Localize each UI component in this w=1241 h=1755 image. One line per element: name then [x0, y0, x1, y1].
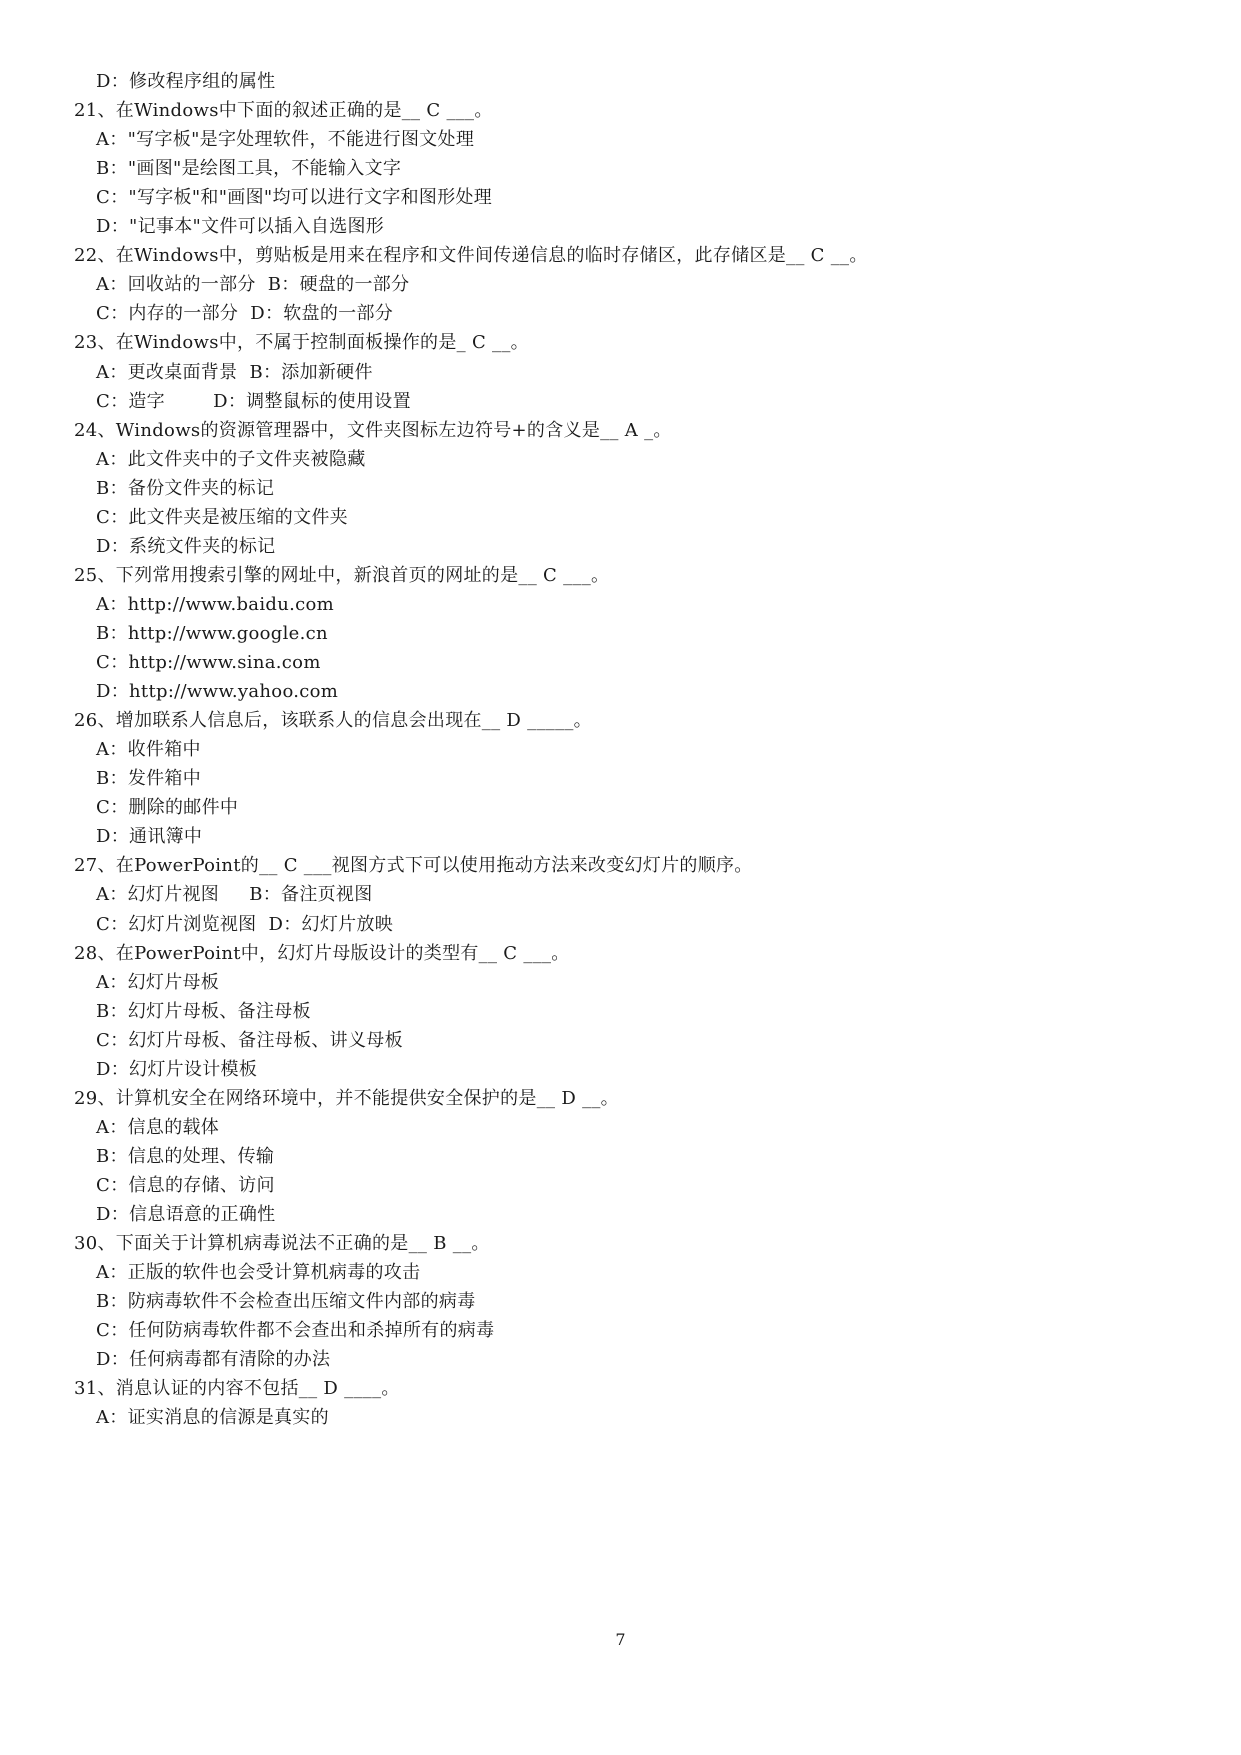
option-text: D：任何病毒都有清除的办法: [96, 1349, 331, 1371]
option-text: C：任何防病毒软件都不会查出和杀掉所有的病毒: [96, 1320, 495, 1342]
option-text: B：防病毒软件不会检查出压缩文件内部的病毒: [96, 1291, 476, 1313]
question-text: 24、Windows的资源管理器中，文件夹图标左边符号+的含义是__ A _。: [74, 419, 672, 441]
option-text: D：http://www.yahoo.com: [96, 681, 339, 703]
question-text: 25、下列常用搜索引擎的网址中，新浪首页的网址的是__ C ___。: [74, 564, 610, 586]
option-text: B：备份文件夹的标记: [96, 477, 275, 499]
question-text: 21、在Windows中下面的叙述正确的是__ C ___。: [74, 100, 493, 121]
option-text: A：回收站的一部分 B：硬盘的一部分: [96, 274, 410, 296]
option-text: A：此文件夹中的子文件夹被隐藏: [96, 448, 366, 470]
option-text: B：http://www.google.cn: [96, 623, 328, 644]
option-text: B：信息的处理、传输: [96, 1145, 275, 1167]
option-text: A：幻灯片视图 B：备注页视图: [96, 884, 373, 906]
option-text: C：http://www.sina.com: [96, 652, 321, 673]
question-text: 26、增加联系人信息后，该联系人的信息会出现在__ D _____。: [74, 710, 592, 732]
question-text: 23、在Windows中，不属于控制面板操作的是_ C __。: [74, 332, 529, 354]
option-text: C：内存的一部分 D：软盘的一部分: [96, 303, 394, 325]
option-text: C："写字板"和"画图"均可以进行文字和图形处理: [96, 187, 493, 209]
option-text: D：幻灯片设计模板: [96, 1058, 258, 1080]
option-text: A：幻灯片母板: [96, 971, 220, 993]
option-text: D：系统文件夹的标记: [96, 535, 276, 557]
question-text: 29、计算机安全在网络环境中，并不能提供安全保护的是__ D __。: [74, 1087, 619, 1109]
option-text: A：信息的载体: [96, 1116, 220, 1138]
page-number: 7: [615, 1630, 626, 1649]
option-text: D：信息语意的正确性: [96, 1204, 276, 1225]
option-text: B：幻灯片母板、备注母板: [96, 1000, 311, 1022]
option-text: D："记事本"文件可以插入自选图形: [96, 216, 385, 238]
option-text: A：证实消息的信源是真实的: [96, 1407, 329, 1429]
option-text: B："画图"是绘图工具，不能输入文字: [96, 158, 402, 180]
option-text: A：收件箱中: [96, 739, 201, 761]
option-text: C：信息的存储、访问: [96, 1174, 275, 1196]
question-text: 30、下面关于计算机病毒说法不正确的是__ B __。: [74, 1233, 490, 1254]
option-text: A：更改桌面背景 B：添加新硬件: [96, 361, 373, 383]
option-text: C：幻灯片母板、备注母板、讲义母板: [96, 1029, 403, 1051]
option-text: C：此文件夹是被压缩的文件夹: [96, 506, 348, 528]
option-text: D：通讯簿中: [96, 826, 203, 848]
option-text: D：修改程序组的属性: [96, 71, 276, 92]
option-text: A：http://www.baidu.com: [96, 593, 335, 615]
option-text: C：删除的邮件中: [96, 797, 239, 819]
option-text: A："写字板"是字处理软件，不能进行图文处理: [96, 129, 475, 151]
question-text: 28、在PowerPoint中，幻灯片母版设计的类型有__ C ___。: [74, 942, 570, 964]
option-text: A：正版的软件也会受计算机病毒的攻击: [96, 1262, 421, 1283]
option-text: B：发件箱中: [96, 768, 202, 790]
question-text: 22、在Windows中，剪贴板是用来在程序和文件间传递信息的临时存储区，此存储区是__ C __。: [74, 245, 868, 267]
option-text: C：造字 D：调整鼠标的使用设置: [96, 390, 411, 412]
question-text: 27、在PowerPoint的__ C ___视图方式下可以使用拖动方法来改变幻灯片的顺序。: [74, 855, 753, 877]
option-text: C：幻灯片浏览视图 D：幻灯片放映: [96, 913, 394, 935]
question-text: 31、消息认证的内容不包括__ D ____。: [74, 1378, 400, 1400]
